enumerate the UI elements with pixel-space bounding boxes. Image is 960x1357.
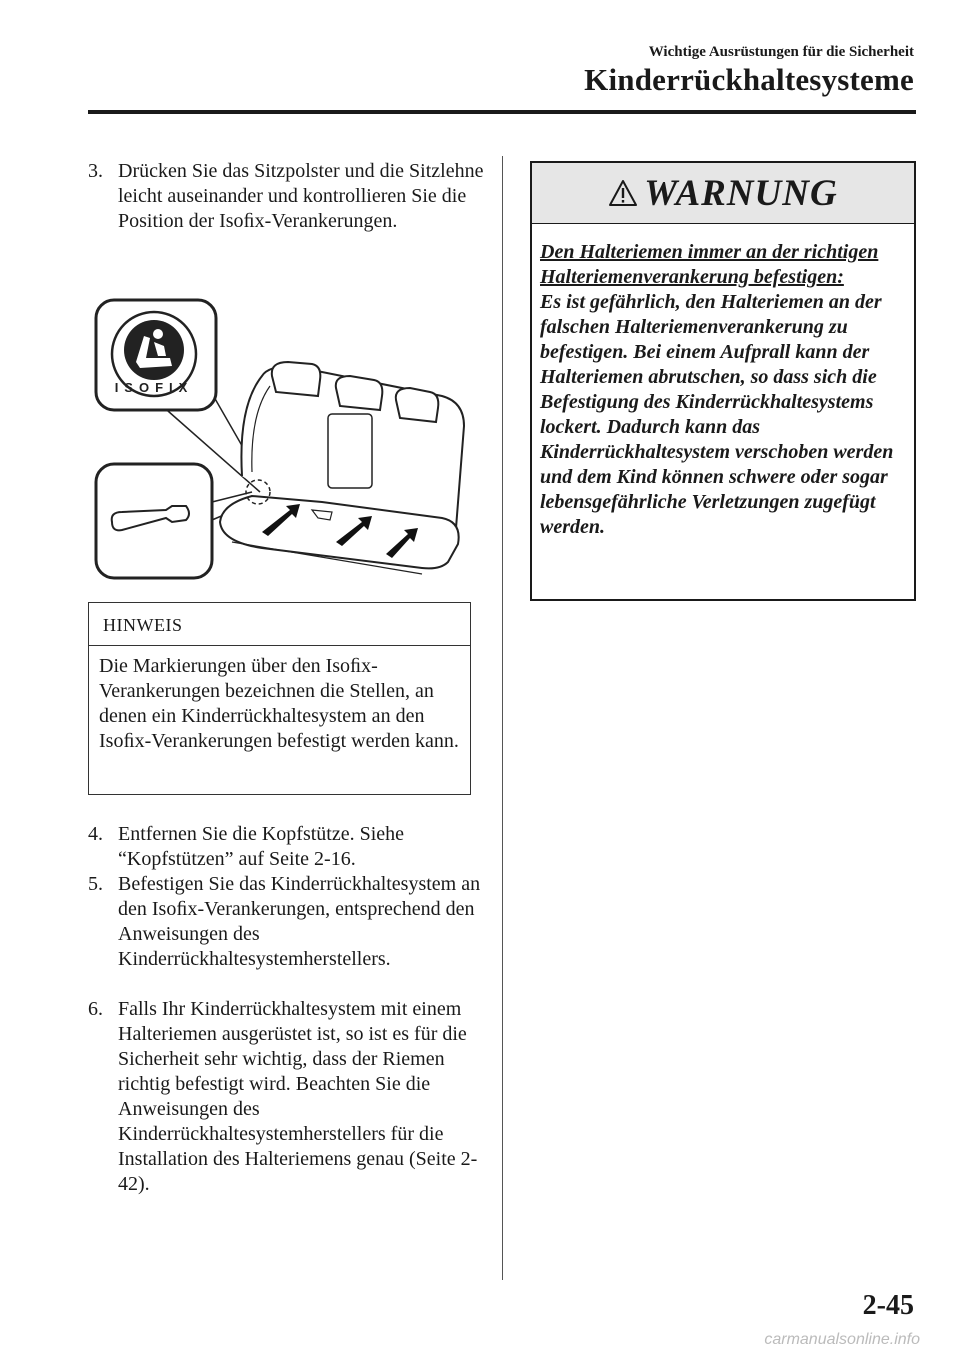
watermark: carmanualsonline.info: [764, 1331, 920, 1348]
note-title: HINWEIS: [89, 603, 470, 646]
warning-text: Es ist gefährlich, den Halteriemen an der falschen Halteriemenverankerung zu befestigen. Bei einem Aufprall kann der Halteriemen abrutschen, so dass sich die Befestigung des Kinderrückhaltesystems lockert. Dadurch kann das Kinderrückhaltesystem verschoben werden und dem Kind können schwere oder sogar lebensgefährliche Verletzungen zugefügt werden.: [540, 291, 894, 538]
warning-box: [530, 161, 916, 601]
warning-lead: Den Halteriemen immer an der richtigen Halteriemenverankerung befestigen:: [540, 241, 879, 288]
warning-header: [532, 163, 914, 224]
step-text: Entfernen Sie die Kopfstütze. Siehe “Kopfstützen” auf Seite 2-16.: [118, 823, 405, 870]
step-5: [88, 872, 488, 972]
isofix-logo-text: ISOFIX: [114, 380, 194, 395]
step-4: [88, 822, 488, 872]
note-box: [88, 602, 471, 795]
step-number: 3.: [88, 160, 103, 182]
warning-triangle-icon: [608, 179, 638, 207]
section-title: Wichtige Ausrüstungen für die Sicherheit: [648, 44, 914, 60]
step-text: Drücken Sie das Sitzpolster und die Sitzlehne leicht auseinander und kontrollieren Sie die Position der Isoﬁx-Verankerungen.: [118, 160, 484, 232]
step-text: Falls Ihr Kinderrückhaltesystem mit einem Halteriemen ausgerüstet ist, so ist es für die Sicherheit sehr wichtig, dass der Riemen richtig befestigt wird. Beachten Sie die Anweisungen des Kinderrückhaltesystemherstellers für die Installation des Halteriemens genau (Seite 2-42).: [118, 998, 478, 1195]
step-6: [88, 997, 488, 1197]
page-title: Kinderrückhaltesysteme: [584, 62, 914, 97]
isofix-seat-illustration: [92, 296, 472, 584]
step-number: 6.: [88, 998, 103, 1020]
column-divider: [502, 156, 503, 1280]
page-number: 2-45: [862, 1290, 914, 1321]
step-3: [88, 159, 488, 234]
note-text: Die Markierungen über den Isoﬁx-Verankerungen bezeichnen die Stellen, an denen ein Kinderrückhaltesystem an den Isoﬁx-Verankerungen befestigt werden kann.: [99, 655, 459, 752]
warning-body: [532, 224, 914, 540]
header-rule: [88, 110, 916, 114]
step-number: 5.: [88, 873, 103, 895]
step-number: 4.: [88, 823, 103, 845]
warning-title: WARNUNG: [644, 172, 838, 214]
step-text: Befestigen Sie das Kinderrückhaltesystem an den Isoﬁx-Verankerungen, entsprechend den Anweisungen des Kinderrückhaltesystemherstellers.: [118, 873, 481, 970]
